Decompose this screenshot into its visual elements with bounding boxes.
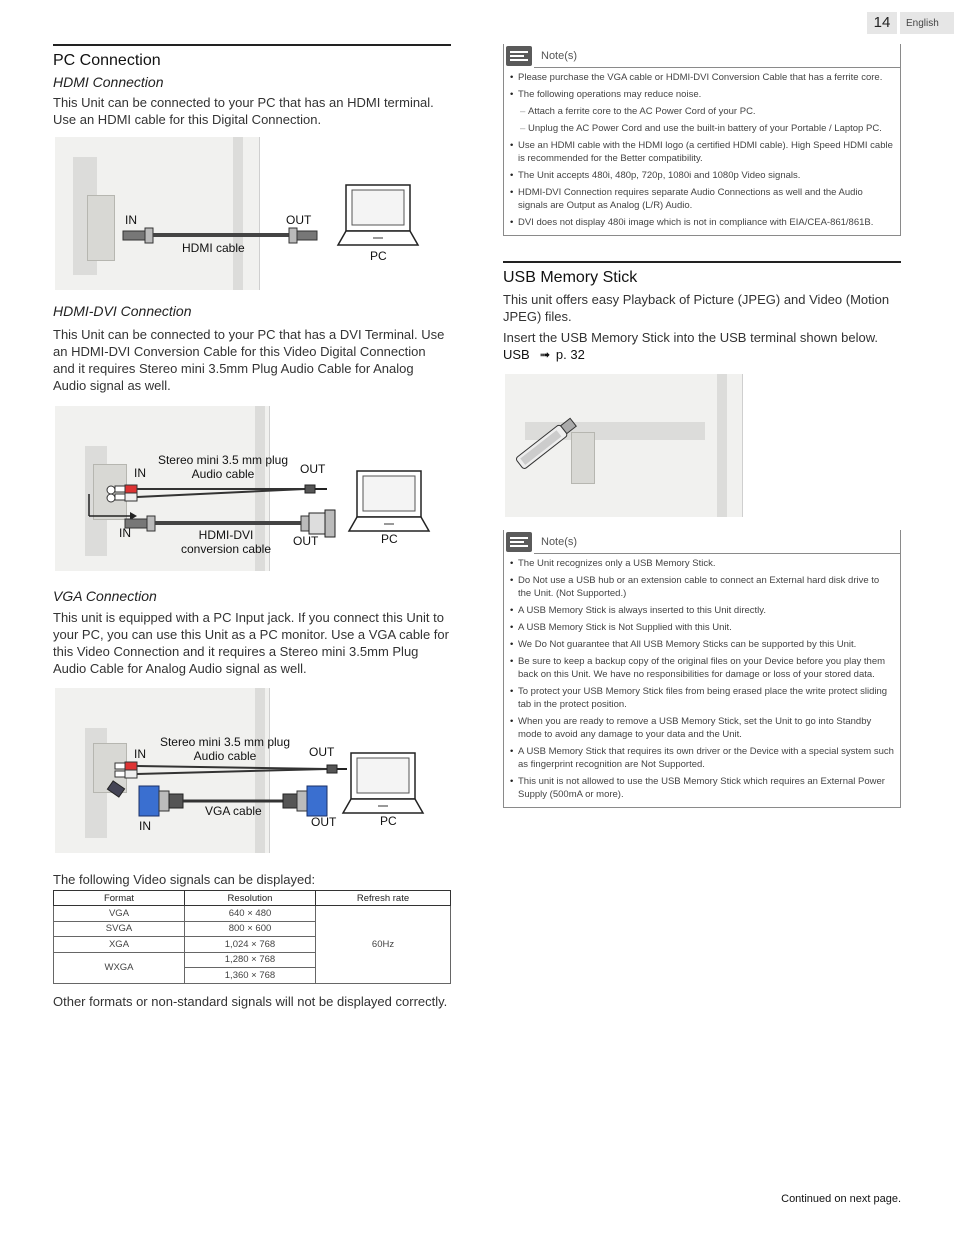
list-item: • A USB Memory Stick is always inserted to this Unit directly. (510, 604, 894, 617)
audio-cable-label-line2: Audio cable (193, 749, 257, 763)
list-item: – Attach a ferrite core to the AC Power Cord of your PC. (510, 105, 894, 118)
usb-notes-box (503, 530, 901, 808)
resolution-cell: 800 × 600 (185, 921, 316, 937)
usb-stick-drawing (505, 374, 743, 517)
section-title-pc: PC Connection (53, 44, 451, 74)
audio-cable-label (153, 735, 297, 763)
hdmi-dvi-cable-label-line2: conversion cable (180, 542, 272, 556)
pc-notes-list (504, 68, 900, 235)
video-out-label: OUT (293, 534, 319, 548)
list-item: • A USB Memory Stick is Not Supplied with this Unit. (510, 621, 894, 634)
list-item: • Use an HDMI cable with the HDMI logo (a certified HDMI cable). High Speed HDMI cable is recommended for the Better compatibility. (510, 139, 894, 165)
list-item: • When you are ready to remove a USB Memory Stick, set the Unit to go into Standby mode to avoid any damage to your data and the Unit. (510, 715, 894, 741)
page-header (867, 12, 954, 34)
pc-label: PC (381, 532, 398, 546)
audio-in-label: IN (134, 466, 146, 480)
usb-notes-list (504, 554, 900, 807)
video-signals-table (53, 890, 451, 984)
signals-note: Other formats or non-standard signals will not be displayed correctly. (53, 993, 448, 1009)
notes-title: Note(s) (541, 536, 578, 548)
vga-out-label: OUT (311, 815, 337, 829)
table-header: Refresh rate (316, 891, 451, 906)
notes-header (504, 44, 900, 68)
vga-description: This unit is equipped with a PC Input jack. If you connect this Unit to your PC, you can use this Unit as a PC monitor. Use a VGA cable for this Video Connection and it requires a Stereo mini 3.5mm Plug Audio Cable for Analog Audio signal as well. (53, 610, 449, 676)
refresh-rate-cell: 60Hz (316, 906, 451, 984)
pc-connection-section (53, 44, 451, 1010)
hdmi-dvi-description: This Unit can be connected to your PC that has a DVI Terminal. Use an HDMI-DVI Conversion Cable for this Video Digital Connection and it requires Stereo mini 3.5mm Plug Audio Cable for Analog Audio signal as well. (53, 327, 445, 393)
pc-label: PC (380, 814, 397, 828)
list-item: • The Unit accepts 480i, 480p, 720p, 1080i and 1080p Video signals. (510, 169, 894, 182)
video-in-label: IN (119, 526, 131, 540)
list-item: • To protect your USB Memory Stick files from being erased place the write protect sliding tab in the protect position. (510, 685, 894, 711)
arrow-right-icon: ➟ (539, 347, 551, 362)
list-item: – Unplug the AC Power Cord and use the built-in battery of your Portable / Laptop PC. (510, 122, 894, 135)
resolution-cell: 1,360 × 768 (185, 968, 316, 984)
notes-header (504, 530, 900, 554)
hdmi-dvi-cable-label (161, 528, 291, 556)
list-item: • A USB Memory Stick that requires its own driver or the Device with a special system such as fingerprint recognition are Not Supported. (510, 745, 894, 771)
audio-out-label: OUT (300, 462, 326, 476)
audio-cable-label (151, 453, 295, 481)
table-header-row (54, 891, 451, 906)
usb-ref-label: USB (503, 347, 530, 362)
list-item: • This unit is not allowed to use the USB Memory Stick which requires an External Power Supply (500mA or more). (510, 775, 894, 801)
audio-cable-label-line1: Stereo mini 3.5 mm plug (159, 735, 291, 749)
list-item: • The following operations may reduce noise. (510, 88, 894, 101)
format-cell: VGA (54, 906, 185, 922)
usb-description: This unit offers easy Playback of Picture (JPEG) and Video (Motion JPEG) files. (503, 292, 890, 324)
laptop-icon (338, 185, 418, 245)
subtitle-vga: VGA Connection (53, 588, 157, 604)
table-header: Format (54, 891, 185, 906)
audio-in-label: IN (134, 747, 146, 761)
resolution-cell: 640 × 480 (185, 906, 316, 922)
usb-ref-page: p. 32 (555, 347, 585, 362)
table-row (54, 906, 451, 922)
subtitle-hdmi-dvi: HDMI-DVI Connection (53, 303, 192, 319)
resolution-cell: 1,280 × 768 (185, 952, 316, 968)
continued-footer: Continued on next page. (781, 1193, 901, 1205)
subtitle-hdmi: HDMI Connection (53, 74, 164, 90)
vga-cable-label: VGA cable (205, 804, 262, 818)
usb-diagram (505, 374, 743, 517)
usb-instruction: Insert the USB Memory Stick into the USB terminal shown below. (503, 330, 878, 345)
list-item: • Be sure to keep a backup copy of the original files on your Device before you play them back on this Unit. We have no responsibilities for damage or loss of your stored data. (510, 655, 894, 681)
hdmi-cable-label: HDMI cable (182, 241, 245, 255)
resolution-cell: 1,024 × 768 (185, 937, 316, 953)
hdmi-diagram (55, 137, 435, 290)
laptop-icon (349, 471, 429, 531)
list-item: • DVI does not display 480i image which is not in compliance with EIA/CEA-861/861B. (510, 216, 894, 229)
hdmi-out-label: OUT (286, 213, 312, 227)
usb-page-reference[interactable] (503, 346, 901, 363)
list-item: • Do Not use a USB hub or an extension cable to connect an External hard disk drive to the Unit. (Not Supported.) (510, 574, 894, 600)
vga-diagram (55, 688, 439, 853)
pc-notes-box (503, 44, 901, 236)
audio-out-label: OUT (309, 745, 335, 759)
list-item: • The Unit recognizes only a USB Memory Stick. (510, 557, 894, 570)
vga-in-label: IN (139, 819, 151, 833)
signals-intro: The following Video signals can be displayed: (53, 872, 316, 887)
vga-cable-drawing (55, 688, 439, 853)
format-cell: WXGA (54, 952, 185, 983)
hdmi-in-label: IN (125, 213, 137, 227)
list-item: • Please purchase the VGA cable or HDMI-DVI Conversion Cable that has a ferrite core. (510, 71, 894, 84)
page-number: 14 (867, 12, 897, 34)
format-cell: SVGA (54, 921, 185, 937)
language-label: English (900, 12, 954, 34)
hdmi-description: This Unit can be connected to your PC that has an HDMI terminal. Use an HDMI cable for this Digital Connection. (53, 95, 434, 127)
list-item: • We Do Not guarantee that All USB Memory Sticks can be supported by this Unit. (510, 638, 894, 651)
right-column (503, 44, 901, 808)
notes-title: Note(s) (541, 50, 578, 62)
laptop-icon (343, 753, 423, 813)
section-title-usb: USB Memory Stick (503, 261, 901, 291)
list-item: • HDMI-DVI Connection requires separate Audio Connections as well and the Audio signals are Output as Analog (L/R) Audio. (510, 186, 894, 212)
format-cell: XGA (54, 937, 185, 953)
hdmi-dvi-cable-label-line1: HDMI-DVI (198, 528, 254, 542)
hdmi-dvi-diagram (55, 406, 439, 571)
pc-label: PC (370, 249, 387, 263)
audio-cable-label-line1: Stereo mini 3.5 mm plug (157, 453, 289, 467)
note-icon (506, 532, 532, 552)
audio-cable-label-line2: Audio cable (191, 467, 255, 481)
table-header: Resolution (185, 891, 316, 906)
note-icon (506, 46, 532, 66)
hdmi-cable-drawing (55, 137, 435, 290)
